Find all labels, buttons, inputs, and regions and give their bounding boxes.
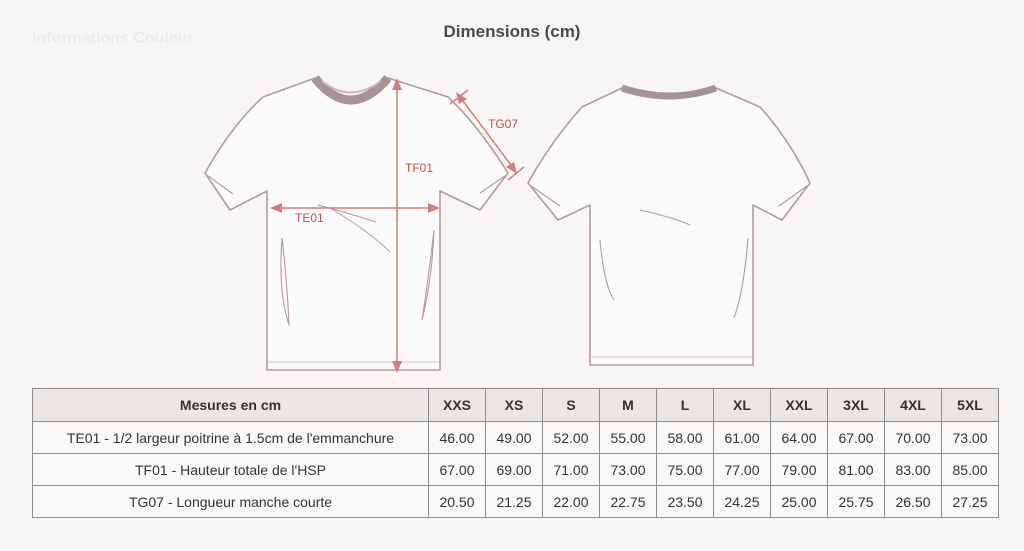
table-row (33, 486, 999, 518)
table-cell: 23.50 (657, 486, 714, 518)
size-table-container (32, 388, 999, 518)
table-cell: 20.50 (429, 486, 486, 518)
table-cell: 22.00 (543, 486, 600, 518)
table-cell: 75.00 (657, 454, 714, 486)
table-cell: 49.00 (486, 422, 543, 454)
column-header: XL (714, 389, 771, 422)
table-header-row (33, 389, 999, 422)
table-cell: 83.00 (885, 454, 942, 486)
table-cell: 25.75 (828, 486, 885, 518)
column-header: XS (486, 389, 543, 422)
table-cell: 79.00 (771, 454, 828, 486)
table-row (33, 454, 999, 486)
table-cell: 26.50 (885, 486, 942, 518)
table-cell: 64.00 (771, 422, 828, 454)
tg07-label: TG07 (488, 117, 519, 131)
table-cell: 67.00 (828, 422, 885, 454)
column-header: M (600, 389, 657, 422)
column-header: XXS (429, 389, 486, 422)
tf01-label: TF01 (405, 161, 434, 175)
table-cell: 81.00 (828, 454, 885, 486)
table-cell: 46.00 (429, 422, 486, 454)
te01-label: TE01 (295, 211, 324, 225)
table-cell: 71.00 (543, 454, 600, 486)
table-cell: 22.75 (600, 486, 657, 518)
tshirt-back-outline (528, 88, 810, 365)
row-label: TG07 - Longueur manche courte (33, 486, 429, 518)
table-cell: 73.00 (942, 422, 999, 454)
size-table (32, 388, 999, 518)
column-header: XXL (771, 389, 828, 422)
table-cell: 24.25 (714, 486, 771, 518)
back-collar (622, 88, 716, 96)
column-header: 5XL (942, 389, 999, 422)
page-title: Dimensions (cm) (443, 22, 581, 41)
column-header: Mesures en cm (33, 389, 429, 422)
table-cell: 25.00 (771, 486, 828, 518)
tshirt-back (528, 88, 810, 365)
table-cell: 52.00 (543, 422, 600, 454)
table-cell: 27.25 (942, 486, 999, 518)
table-cell: 69.00 (486, 454, 543, 486)
table-cell: 58.00 (657, 422, 714, 454)
table-cell: 77.00 (714, 454, 771, 486)
table-row (33, 422, 999, 454)
table-cell: 61.00 (714, 422, 771, 454)
row-label: TE01 - 1/2 largeur poitrine à 1.5cm de l'emmanchure (33, 422, 429, 454)
tshirt-front (205, 78, 508, 370)
column-header: L (657, 389, 714, 422)
table-cell: 85.00 (942, 454, 999, 486)
column-header: 4XL (885, 389, 942, 422)
row-label: TF01 - Hauteur totale de l'HSP (33, 454, 429, 486)
tshirt-front-outline (205, 78, 508, 370)
table-cell: 55.00 (600, 422, 657, 454)
table-cell: 21.25 (486, 486, 543, 518)
column-header: S (543, 389, 600, 422)
table-cell: 67.00 (429, 454, 486, 486)
table-cell: 73.00 (600, 454, 657, 486)
table-cell: 70.00 (885, 422, 942, 454)
background-ghost-heading: Informations Couleur (32, 30, 194, 47)
column-header: 3XL (828, 389, 885, 422)
